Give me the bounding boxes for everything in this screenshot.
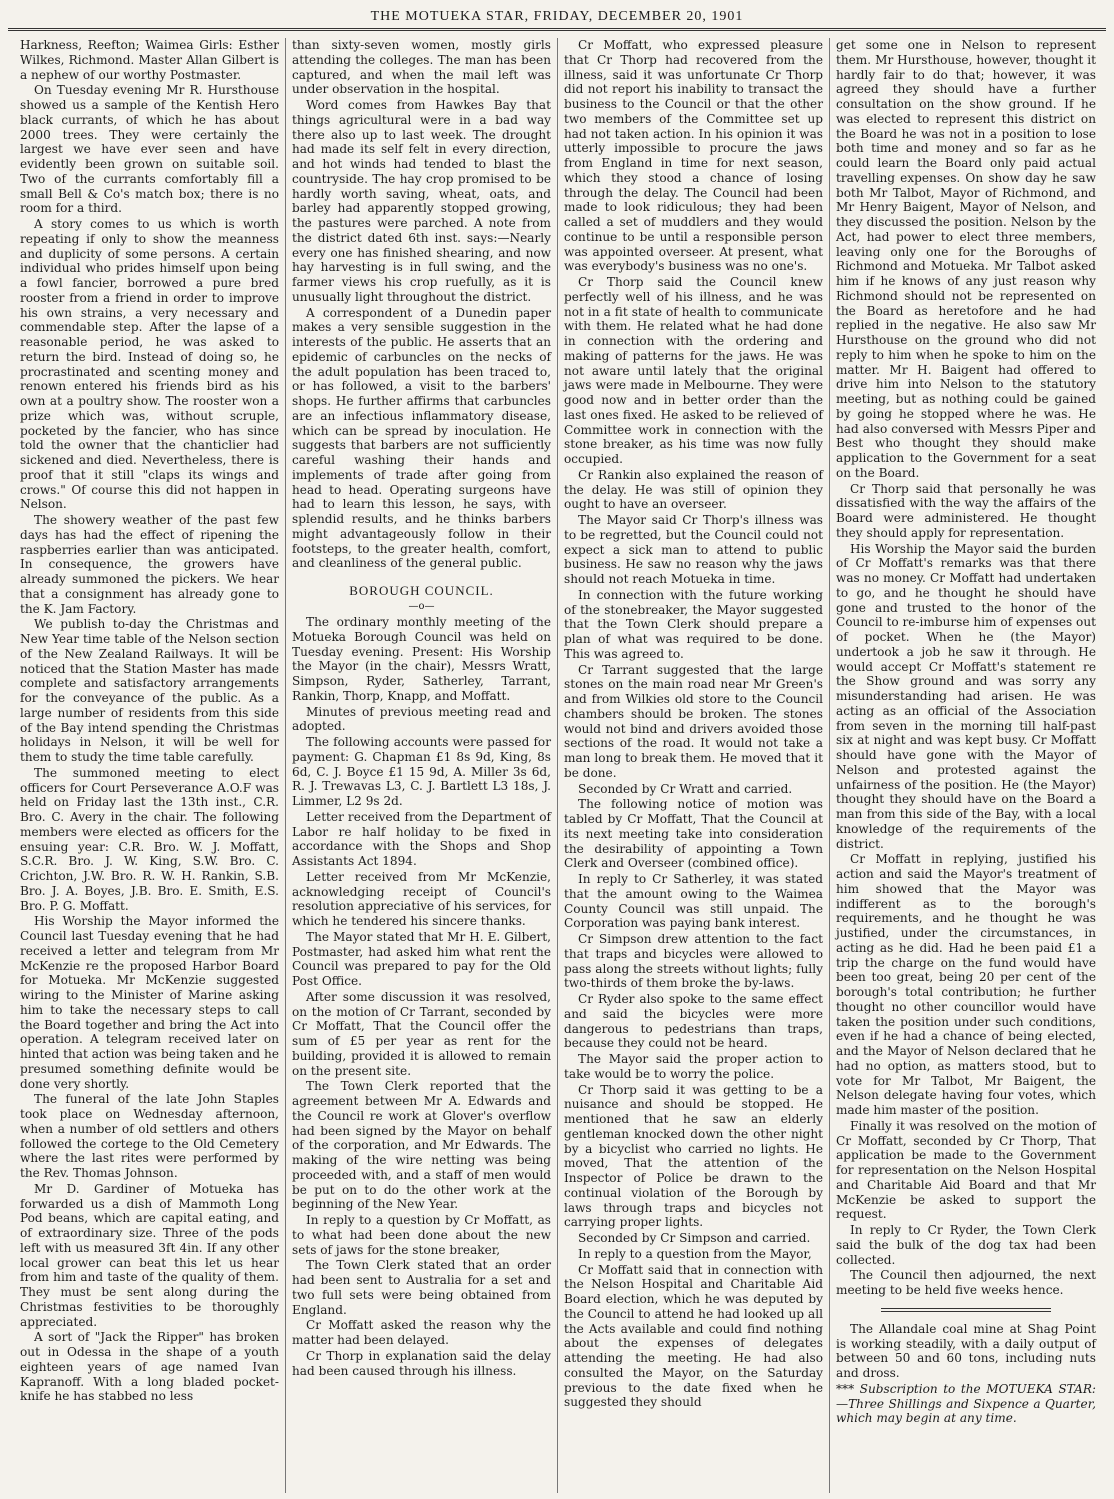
paragraph: Word comes from Hawkes Bay that things agricultural were in a bad way there also up to last week. The drought had made its self felt in every direction, and hot winds had tended to blast the countryside. The hay crop promised to be hardly worth saving, wheat, oats, and barley had apparently stopped growing, the pastures were parched. A note from the district dated 6th inst. says:—Nearly every one has finished shearing, and now hay harvesting is in full swing, and the farmer views his crop ruefully, as it is unusually light throughout the district. <box>292 98 551 304</box>
paragraph: Seconded by Cr Wratt and carried. <box>578 781 793 796</box>
paragraph: A sort of "Jack the Ripper" has broken out in Odessa in the shape of a youth eighteen years of age named Ivan Kapranoff. With a long bladed pocket-knife he has stabbed no less <box>20 1330 279 1404</box>
paragraph: The Mayor said Cr Thorp's illness was to be regretted, but the Council could not expect a sick man to attend to public business. He saw no reason why the jaws should not reach Motueka in time. <box>564 513 823 586</box>
paragraph: The following accounts were passed for payment: G. Chapman £1 8s 9d, King, 8s 6d, C. J. Boyce £1 15 9d, A. Miller 3s 6d, R. J. Trewavas L3, C. J. Bartlett L3 18s, J. Limmer, L2 9s 2d. <box>292 735 551 808</box>
column-4 <box>830 38 1102 1493</box>
paragraph: Minutes of previous meeting read and adopted. <box>292 704 551 734</box>
paragraph: A correspondent of a Dunedin paper makes a very sensible suggestion in the interests of the public. He asserts that an epidemic of carbuncles on the necks of the adult population has been traced to, or has followed, a visit to the barbers' shops. He further affirms that carbuncles are an infectious inflammatory disease, which can be spread by inoculation. He suggests that barbers are not sufficiently careful washing their hands and implements of trade after going from head to head. Operating surgeons have had to learn this lesson, he says, with splendid results, and he thinks barbers might advantageously follow in their footsteps, to the greater health, comfort, and cleanliness of the general public. <box>292 305 551 571</box>
paragraph: get some one in Nelson to represent them. Mr Hursthouse, however, thought it hardly fair to do that; however, it was agreed they should have a further consultation on the show ground. If he was elected to represent this district on the Board he was not in a position to lose both time and money and so far as he could learn the Board only paid actual travelling expenses. On show day he saw both Mr Talbot, Mayor of Richmond, and Mr Henry Baigent, Mayor of Nelson, and they discussed the position. Nelson by the Act, had power to elect three members, leaving only one for the Boroughs of Richmond and Motueka. Mr Talbot asked him if he knows of any just reason why Richmond should not be represented on the Board as heretofore and he had replied in the negative. He also saw Mr Hursthouse on the ground who did not reply to him when he spoke to him on the matter. Mr H. Baigent had offered to drive him into Nelson to the statutory meeting, but as nothing could be gained by going he stopped where he was. He had also conversed with Messrs Piper and Best who thought they should make application to the Government for a seat on the Board. <box>836 38 1096 480</box>
paragraph: Letter received from the Department of Labor re half holiday to be fixed in accordance with the Shops and Shop Assistants Act 1894. <box>292 809 551 868</box>
paragraph: Harkness, Reefton; Waimea Girls: Esther Wilkes, Richmond. Master Allan Gilbert is a nephew of our worthy Postmaster. <box>20 38 279 82</box>
paragraph: Cr Moffatt, who expressed pleasure that Cr Thorp had recovered from the illness, said it was unfortunate Cr Thorp did not report his inability to transact the business to the Council or that the other two members of the Committee set up had not taken action. In his opinion it was utterly impossible to procure the jaws from England in time for next season, which they stood a chance of losing through the delay. The Council had been made to look ridiculous; they had been called a set of muddlers and they would continue to be until a responsible person was appointed overseer. At present, what was everybody's business was no one's. <box>564 38 823 274</box>
column-1-paragraphs <box>20 38 279 1404</box>
paragraph: Cr Thorp said the Council knew perfectly well of his illness, and he was not in a fit state of health to communicate with them. He related what he had done in connection with the ordering and making of patterns for the jaws. He was not aware until lately that the original jaws were made in Melbourne. They were good now and in better order than the last ones fixed. He asked to be relieved of Committee work in connection with the stone breaker, as his time was now fully occupied. <box>564 275 823 466</box>
paragraph: than sixty-seven women, mostly girls attending the colleges. The man has been captured, and when the mail left was under observation in the hospital. <box>292 38 551 97</box>
paragraph: Finally it was resolved on the motion of Cr Moffatt, seconded by Cr Thorp, That application be made to the Government for representation on the Nelson Hospital and Charitable Aid Board and that Mr McKenzie be asked to support the request. <box>836 1118 1096 1222</box>
subscription-notice: *** Subscription to the MOTUEKA STAR:—Three Shillings and Sixpence a Quarter, which may begin at any time. <box>836 1381 1096 1426</box>
paragraph: Cr Tarrant suggested that the large stones on the main road near Mr Green's and from Wilkies old store to the Council chambers should be broken. The stones would not bind and drivers avoided those sections of the road. It would not take a man long to break them. He moved that it be done. <box>564 662 823 780</box>
column-2-paragraphs <box>292 38 551 571</box>
masthead: THE MOTUEKA STAR, FRIDAY, DECEMBER 20, 1901 <box>8 6 1106 31</box>
paragraph: Cr Thorp said it was getting to be a nuisance and should be stopped. He mentioned that he saw an elderly gentleman knocked down the other night by a bicyclist who carried no lights. He moved, That the attention of the Inspector of Police be drawn to the continual violation of the Borough by laws through traps and bicycles not carrying proper lights. <box>564 1082 823 1230</box>
paragraph: Cr Thorp in explanation said the delay had been caused through his illness. <box>292 1348 551 1378</box>
paragraph: Seconded by Cr Simpson and carried. <box>578 1231 811 1245</box>
council-paragraphs <box>292 615 551 1378</box>
paragraph: The summoned meeting to elect officers for Court Perseverance A.O.F was held on Friday last the 13th inst., C.R. Bro. C. Avery in the chair. The following members were elected as officers for the ensuing year: C.R. Bro. W. J. Moffatt, S.C.R. Bro. J. W. King, S.W. Bro. C. Crichton, J.W. Bro. R. W. H. Rankin, S.B. Bro. J. A. Boyes, J.B. Bro. E. Smith, E.S. Bro. P. G. Moffatt. <box>20 765 279 913</box>
paragraph: The Allandale coal mine at Shag Point is working steadily, with a daily output of between 50 and 60 tons, including nuts and dross. <box>836 1321 1096 1380</box>
paragraph: His Worship the Mayor informed the Council last Tuesday evening that he had received a letter and telegram from Mr McKenzie re the proposed Harbor Board for Motueka. Mr McKenzie suggested wiring to the Minister of Marine asking him to take the necessary steps to call the Board together and bring the Act into operation. A telegram received later on hinted that action was being taken and he presumed something definite would be done very shortly. <box>20 914 279 1091</box>
paragraph: The Mayor stated that Mr H. E. Gilbert, Postmaster, had asked him what rent the Council was prepared to pay for the Old Post Office. <box>292 929 551 988</box>
paragraph: In reply to a question by Cr Moffatt, as to what had been done about the new sets of jaws for the stone breaker, <box>292 1213 551 1257</box>
section-divider <box>881 1308 1051 1312</box>
paragraph: Cr Simpson drew attention to the fact that traps and bicycles were allowed to pass along the streets without lights; fully two-thirds of them broke the by-laws. <box>564 932 823 991</box>
paragraph: Cr Moffatt said that in connection with the Nelson Hospital and Charitable Aid Board election, which he was deputed by the Council to attend he had looked up all the Acts available and could find nothing about the expenses of delegates attending the meeting. He had also consulted the Mayor, on the Saturday previous to the date fixed when he suggested they should <box>564 1262 823 1410</box>
paragraph: The following notice of motion was tabled by Cr Moffatt, That the Council at its next meeting take into consideration the desirability of appointing a Town Clerk and Overseer (combined office). <box>564 797 823 871</box>
paragraph: Cr Ryder also spoke to the same effect and said the bicycles were more dangerous to pedestrians than traps, because they could not be heard. <box>564 992 823 1051</box>
borough-council-heading: BOROUGH COUNCIL. <box>349 583 494 598</box>
column-4-paragraphs <box>836 38 1096 1298</box>
paragraph: Cr Moffatt asked the reason why the matter had been delayed. <box>292 1318 551 1347</box>
paragraph: The Town Clerk stated that an order had been sent to Australia for a set and two full sets were being obtained from England. <box>292 1258 551 1317</box>
column-3 <box>558 38 830 1493</box>
column-2 <box>286 38 558 1493</box>
heading-ornament: —o— <box>408 601 435 612</box>
column-1 <box>14 38 286 1493</box>
paragraph: The Council then adjourned, the next meeting to be held five weeks hence. <box>836 1268 1096 1297</box>
paragraph: On Tuesday evening Mr R. Hursthouse showed us a sample of the Kentish Hero black currants, of which he has about 2000 trees. They were certainly the largest we have ever seen and have evidently been grown on suitable soil. Two of the currants comfortably fill a small Bell & Co's match box; there is no room for a third. <box>20 83 279 216</box>
paragraph: In reply to a question from the Mayor, <box>578 1246 812 1261</box>
paragraph: In connection with the future working of the stonebreaker, the Mayor suggested that the Town Clerk should prepare a plan of what was required to be done. This was agreed to. <box>564 587 823 661</box>
paragraph: The showery weather of the past few days has had the effect of ripening the raspberries earlier than was anticipated. In consequence, the growers have already summoned the pickers. We hear that a consignment has already gone to the K. Jam Factory. <box>20 513 279 616</box>
paragraph: We publish to-day the Christmas and New Year time table of the Nelson section of the New Zealand Railways. It will be noticed that the Station Master has made complete and satisfactory arrangements for the conveyance of the public. As a large number of residents from this side of the Bay intend spending the Christmas holidays in Nelson, it will be well for them to study the time table carefully. <box>20 617 279 764</box>
paragraph: The Town Clerk reported that the agreement between Mr A. Edwards and the Council re work at Glover's overflow had been signed by the Mayor on behalf of the corporation, and Mr Edwards. The making of the wire netting was being proceeded with, and a staff of men would be put on to do the other work at the beginning of the New Year. <box>292 1079 551 1212</box>
paragraph: A story comes to us which is worth repeating if only to show the meanness and duplicity of some persons. A certain individual who prides himself upon being a fowl fancier, borrowed a pure bred rooster from a friend in order to improve his own strains, a very necessary and commendable step. After the lapse of a reasonable period, he was asked to return the bird. Instead of doing so, he procrastinated and scenting money and renown entered his friends bird as his own at a poultry show. The rooster won a prize which was, without scruple, pocketed by the fancier, who has since told the owner that the chanticlier had sickened and died. Nevertheless, there is proof that it still "claps its wings and crows." Of course this did not happen in Nelson. <box>20 217 279 512</box>
paragraph: Mr D. Gardiner of Motueka has forwarded us a dish of Mammoth Long Pod beans, which are capital eating, and of extraordinary size. Three of the pods left with us measured 3ft 4in. If any other local grower can beat this let us hear from him and taste of the quality of them. They must be sent along during the Christmas festivities to be thoroughly appreciated. <box>20 1181 279 1329</box>
paragraph: His Worship the Mayor said the burden of Cr Moffatt's remarks was that there was no money. Cr Moffatt had undertaken to go, and he thought he should have gone and trusted to the honor of the Council to re-imburse him of expenses out of pocket. When he (the Mayor) undertook a job he saw it through. He would accept Cr Moffatt's statement re the Show ground and was sorry any misunderstanding had arisen. He was acting as an official of the Association from seven in the morning till half-past six at night and was kept busy. Cr Moffatt should have gone with the Mayor of Nelson and protested against the unfairness of the position. He (the Mayor) thought they should have on the Board a man from this side of the Bay, with a local knowledge of the requirements of the district. <box>836 541 1096 851</box>
paragraph: The Mayor said the proper action to take would be to worry the police. <box>564 1052 823 1081</box>
paragraph: The funeral of the late John Staples took place on Wednesday afternoon, when a number of old settlers and others followed the cortege to the Old Cemetery where the last rites were performed by the Rev. Thomas Johnson. <box>20 1092 279 1180</box>
column-3-paragraphs <box>564 38 823 1410</box>
paragraph: Cr Rankin also explained the reason of the delay. He was still of opinion they ought to have an overseer. <box>564 467 823 512</box>
columns <box>14 38 1106 1493</box>
coal-mine-paragraph <box>836 1322 1096 1381</box>
paragraph: After some discussion it was resolved, on the motion of Cr Tarrant, seconded by Cr Moffatt, That the Council offer the sum of £5 per year as rent for the building, provided it is allowed to remain on the present site. <box>292 989 551 1078</box>
paragraph: Letter received from Mr McKenzie, acknowledging receipt of Council's resolution appreciative of his services, for which he tendered his sincere thanks. <box>292 869 551 928</box>
paragraph: In reply to Cr Ryder, the Town Clerk said the bulk of the dog tax had been collected. <box>836 1223 1096 1267</box>
paragraph: The ordinary monthly meeting of the Motueka Borough Council was held on Tuesday evening. Present: His Worship the Mayor (in the chair), Messrs Wratt, Simpson, Ryder, Satherley, Tarrant, Rankin, Thorp, Knapp, and Moffatt. <box>292 615 551 703</box>
paragraph: Cr Moffatt in replying, justified his action and said the Mayor's treatment of him showed that the Mayor was indifferent as to the borough's requirements, and he thought he was justified, under the circumstances, in acting as he did. Had he been paid £1 a trip the charge on the fund would have been too great, being 20 per cent of the borough's total contribution; he further thought no other councillor would have taken the position under such conditions, even if he had a chance of being elected, and the Mayor of Nelson declared that he had no option, as matters stood, but to vote for Mr Talbot, Mr Baigent, the Nelson delegate having four votes, which made him master of the position. <box>836 852 1096 1117</box>
paragraph: In reply to Cr Satherley, it was stated that the amount owing to the Waimea County Council was still unpaid. The Corporation was paying bank interest. <box>564 872 823 931</box>
paragraph: Cr Thorp said that personally he was dissatisfied with the way the affairs of the Board were administered. He thought they should apply for representation. <box>836 481 1096 540</box>
